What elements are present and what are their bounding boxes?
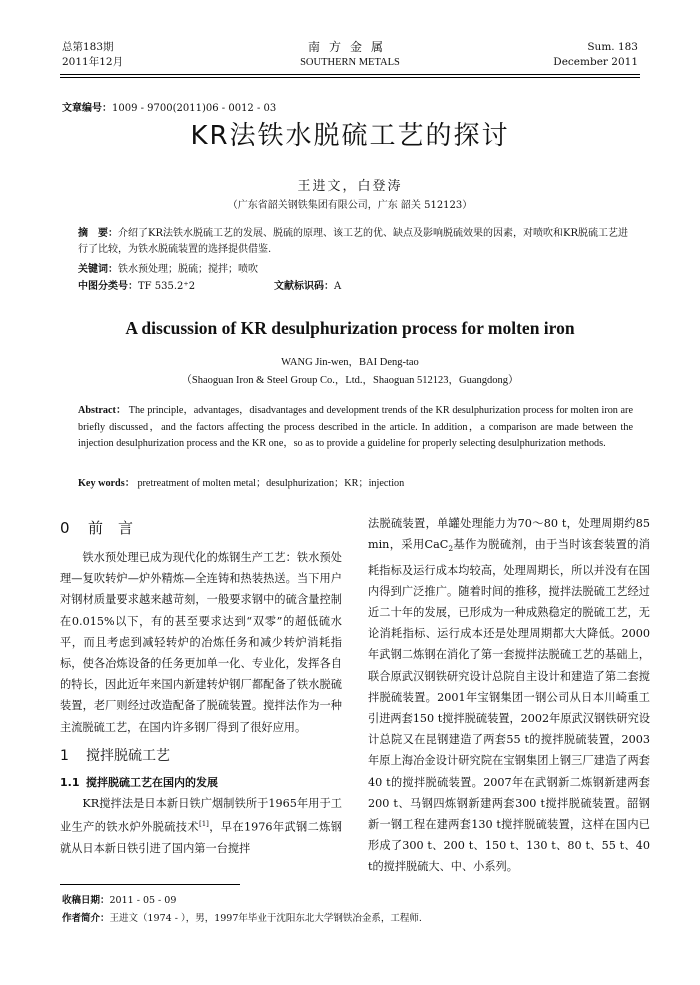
author-bio-label: 作者简介：: [62, 913, 110, 924]
section-heading-1: [60, 742, 342, 770]
footnote-rule: [60, 884, 240, 885]
article-number-value: 1009 - 9700(2011)06 - 0012 - 03: [112, 103, 277, 114]
document-code-value: A: [334, 281, 342, 292]
abstract-en-label: Abstract：: [78, 405, 127, 416]
issue-number-en: Sum. 183: [587, 41, 638, 53]
article-number-label: 文章编号：: [62, 103, 112, 114]
header-rule-bottom: [60, 77, 640, 78]
subscript: 2: [448, 544, 454, 554]
subsection-number: 1.1: [60, 775, 80, 789]
body-column-right: [368, 513, 650, 878]
section-number: 1: [60, 747, 69, 764]
document-code: [274, 279, 341, 295]
footnote-author: [62, 910, 422, 924]
classification-cn: [78, 279, 630, 295]
keywords-cn-label: 关键词：: [78, 264, 118, 275]
section-title: 前 言: [88, 519, 134, 537]
header-left: [62, 40, 123, 70]
citation-ref: [1]: [198, 820, 209, 829]
page-title-en: A discussion of KR desulphurization process for molten iron: [125, 318, 575, 338]
paragraph-text: 基作为脱硫剂，由于当时该套装置的消耗指标及运行成本均较高，处理周期长，所以并没有在国内得到广泛推广。随着时间的推移，搅拌法脱硫工艺经过近二十年的发展，已形成为一种成熟稳定的脱硫工艺，无论消耗指标、运行成本还是处理周期都大大降低。2000年武钢二炼钢在消化了第一套搅拌法脱硫工艺的基础上，联合原武汉钢铁研究设计总院自主设计和建造了第二套搅拌脱硫装置。2001年宝钢集团一钢公司从日本川崎重工引进两套150 t搅拌脱硫装置，2002年原武汉钢铁研究设计总院又在昆钢建造了两套55 t的搅拌脱硫装置，2003年原上海冶金设计研究院在宝钢集团上钢三厂建造了两套40 t的搅拌脱硫装置。2007年在武钢新二炼钢新建两套200 t、马钢四炼钢新建两套300 t搅拌脱硫装置。韶钢新一钢工程在建两套130 t搅拌脱硫装置，这样在国内已形成了300 t、200 t、150 t、130 t、80 t、55 t、40 t的搅拌脱硫大、中、小系列。: [368, 538, 650, 874]
affiliation-en: （Shaoguan Iron & Steel Group Co.，Ltd.，Shaoguan 512123，Guangdong）: [181, 375, 519, 386]
subsection-heading-1-1: [60, 772, 342, 793]
abstract-en: [78, 403, 633, 453]
paragraph-text: 法脱硫装置，单罐处理能力为70～80 t，处理周期约85 min，采用CaC: [368, 517, 650, 552]
body-paragraph: 铁水预处理已成为现代化的炼钢生产工艺：铁水预处理—复吹转炉—炉外精炼—全连铸和热装热送。当下用户对钢材质量要求越来越苛刻，一般要求钢中的硫含量控制在0.015%以下，有的甚至要求达到“双零”的超低硫水平，而且考虑到减轻转炉的冶炼任务和减少转炉消耗指标，使各冶炼设备的任务更加单一化、专业化，发挥各自的特长，因此近年来国内新建转炉钢厂都配备了铁水脱硫装置，老厂则经过改造配备了脱硫装置。搅拌法作为一种主流脱硫工艺，在国内许多钢厂得到了很好应用。: [60, 551, 342, 734]
page-title-cn: KR法铁水脱硫工艺的探讨: [190, 121, 510, 151]
classification-value: TF 535.2⁺2: [138, 281, 196, 292]
keywords-en-label: Key words：: [78, 478, 135, 489]
abstract-cn-label: 摘 要：: [78, 228, 118, 239]
header-center: [250, 40, 450, 70]
abstract-en-text: The principle，advantages，disadvantages and development trends of the KR desulphurization process for molten iron are briefly discussed，and the factors affecting the process described in the article. In addition，a comparison are made between the injection desulphurization process and the KR one，so as to provide a guideline for properly selecting desulphurization methods.: [78, 405, 633, 450]
paragraph-text: ，早在1976年武钢二炼钢就从日本新日铁引进了国内第一台搅拌: [60, 820, 342, 855]
journal-name-cn: 南方金属: [307, 40, 392, 54]
section-number: 0: [60, 519, 70, 537]
footnote-received: [62, 892, 176, 906]
article-number: [62, 99, 276, 114]
issue-number: 总第183期: [62, 41, 114, 53]
issue-date-en: December 2011: [553, 56, 638, 68]
body-paragraph: [368, 513, 650, 878]
keywords-en: [78, 474, 633, 489]
document-code-label: 文献标识码：: [274, 281, 334, 292]
affiliation-cn: （广东省韶关钢铁集团有限公司，广东 韶关 512123）: [227, 200, 473, 211]
header-rule-top: [60, 74, 640, 75]
journal-name-en: SOUTHERN METALS: [300, 57, 400, 68]
author-bio-value: 王进文（1974 - ），男，1997年毕业于沈阳东北大学钢铁冶金系，工程师.: [109, 913, 422, 924]
body-paragraph: [60, 793, 342, 859]
keywords-cn-text: 铁水预处理；脱硫；搅拌；喷吹: [118, 264, 258, 275]
received-label: 收稿日期：: [62, 895, 110, 906]
keywords-en-text: pretreatment of molten metal；desulphurization；KR；injection: [137, 478, 405, 489]
paragraph-text: KR搅拌法是日本新日铁广烟制铁所于1965年用于工业生产的铁水炉外脱硫技术: [60, 796, 342, 834]
section-heading-0: [60, 513, 342, 543]
received-value: 2011 - 05 - 09: [109, 895, 177, 906]
authors-cn: 王进文，白登涛: [297, 179, 403, 194]
section-title: 搅拌脱硫工艺: [86, 747, 170, 764]
body-column-left: [60, 513, 342, 859]
classification-label: 中图分类号：: [78, 281, 138, 292]
abstract-cn: [78, 226, 630, 258]
abstract-cn-text: 介绍了KR法铁水脱硫工艺的发展、脱硫的原理、该工艺的优、缺点及影响脱硫效果的因素，对喷吹和KR脱硫工艺进行了比较，为铁水脱硫装置的选择提供借鉴.: [78, 228, 628, 255]
subsection-title: 搅拌脱硫工艺在国内的发展: [86, 775, 218, 789]
authors-en: WANG Jin-wen，BAI Deng-tao: [281, 357, 419, 368]
keywords-cn: [78, 262, 630, 278]
issue-date: 2011年12月: [62, 56, 124, 68]
header-right: [553, 40, 638, 70]
